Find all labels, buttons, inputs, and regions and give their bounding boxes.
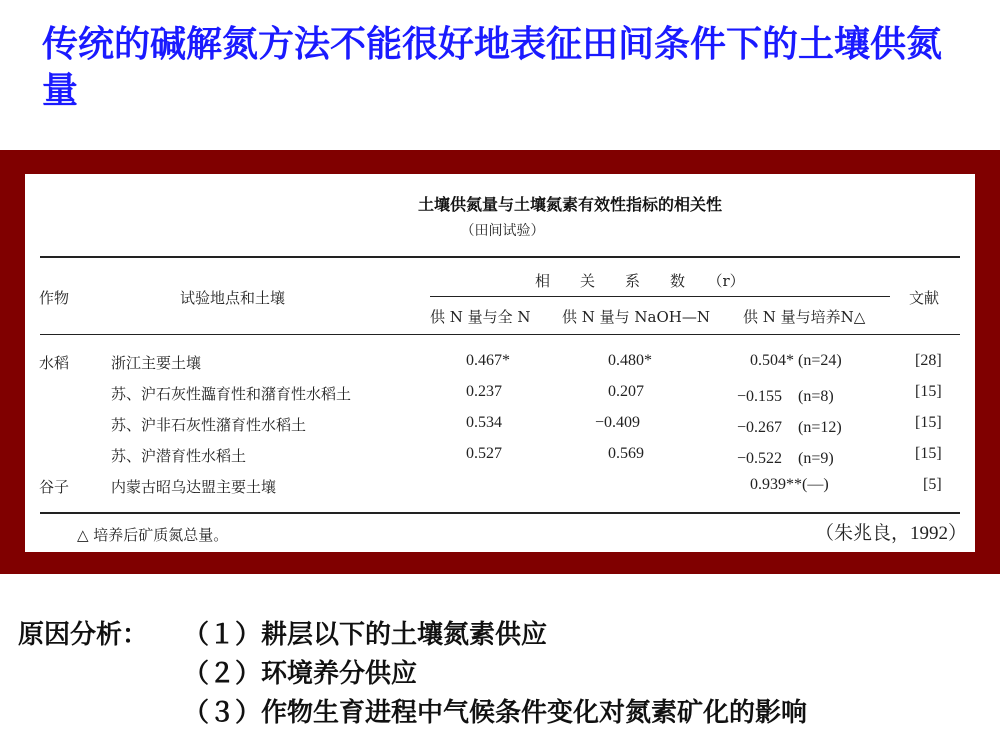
table-subtitle: （田间试验） (460, 223, 545, 239)
row4-c2: 0.569 (608, 445, 644, 462)
top-rule (40, 256, 960, 258)
row4-c3: −0.522 (n=9) (737, 450, 834, 467)
analysis-label: 原因分析： (18, 620, 149, 650)
row1-c3: 0.504* (n=24) (750, 352, 842, 369)
row3-c1: 0.534 (466, 414, 502, 431)
bottom-rule (40, 512, 960, 514)
header-col2: 供 N 量与 NaOH—N (562, 308, 711, 326)
row2-c2: 0.207 (608, 383, 644, 400)
row2-site: 苏、沪石灰性瀶育性和潴育性水稻土 (111, 385, 352, 403)
citation: （朱兆良，1992） (814, 523, 967, 544)
header-correlation: 相 关 系 数 （r） (535, 272, 745, 290)
scanned-table (25, 174, 975, 552)
row4-site: 苏、沪潜育性水稻土 (111, 447, 247, 465)
header-rule (40, 334, 960, 335)
header-ref: 文献 (909, 289, 940, 307)
row2-ref: [15] (915, 383, 942, 400)
analysis-item-2: （２）环境养分供应 (183, 659, 418, 689)
row2-c1: 0.237 (466, 383, 502, 400)
header-site: 试验地点和土壤 (180, 289, 286, 307)
row1-crop: 水稻 (39, 354, 70, 372)
row5-ref: [5] (923, 476, 942, 493)
row3-ref: [15] (915, 414, 942, 431)
slide-title: 传统的碱解氮方法不能很好地表征田间条件下的土壤供氮量 (42, 24, 943, 111)
group-rule (430, 296, 890, 297)
analysis-item-1: （１）耕层以下的土壤氮素供应 (183, 620, 548, 650)
header-col1: 供 N 量与全 N (430, 308, 531, 326)
row1-c1: 0.467* (466, 352, 510, 369)
row3-c3: −0.267 (n=12) (737, 419, 842, 436)
row1-ref: [28] (915, 352, 942, 369)
row4-ref: [15] (915, 445, 942, 462)
row1-c2: 0.480* (608, 352, 652, 369)
header-crop: 作物 (39, 289, 70, 307)
row3-site: 苏、沪非石灰性潴育性水稻土 (111, 416, 307, 434)
row5-site: 内蒙古昭乌达盟主要土壤 (111, 478, 277, 496)
header-col3: 供 N 量与培养N△ (743, 308, 866, 326)
row5-crop: 谷子 (39, 478, 70, 496)
row5-c3: 0.939**(—) (750, 476, 829, 493)
analysis-item-3: （３）作物生育进程中气候条件变化对氮素矿化的影响 (183, 698, 808, 728)
table-footnote: △ 培养后矿质氮总量。 (77, 526, 229, 544)
table-title: 土壤供氮量与土壤氮素有效性指标的相关性 (417, 195, 722, 214)
row1-site: 浙江主要土壤 (111, 354, 202, 372)
row3-c2: −0.409 (595, 414, 641, 431)
row4-c1: 0.527 (466, 445, 502, 462)
row2-c3: −0.155 (n=8) (737, 388, 834, 405)
